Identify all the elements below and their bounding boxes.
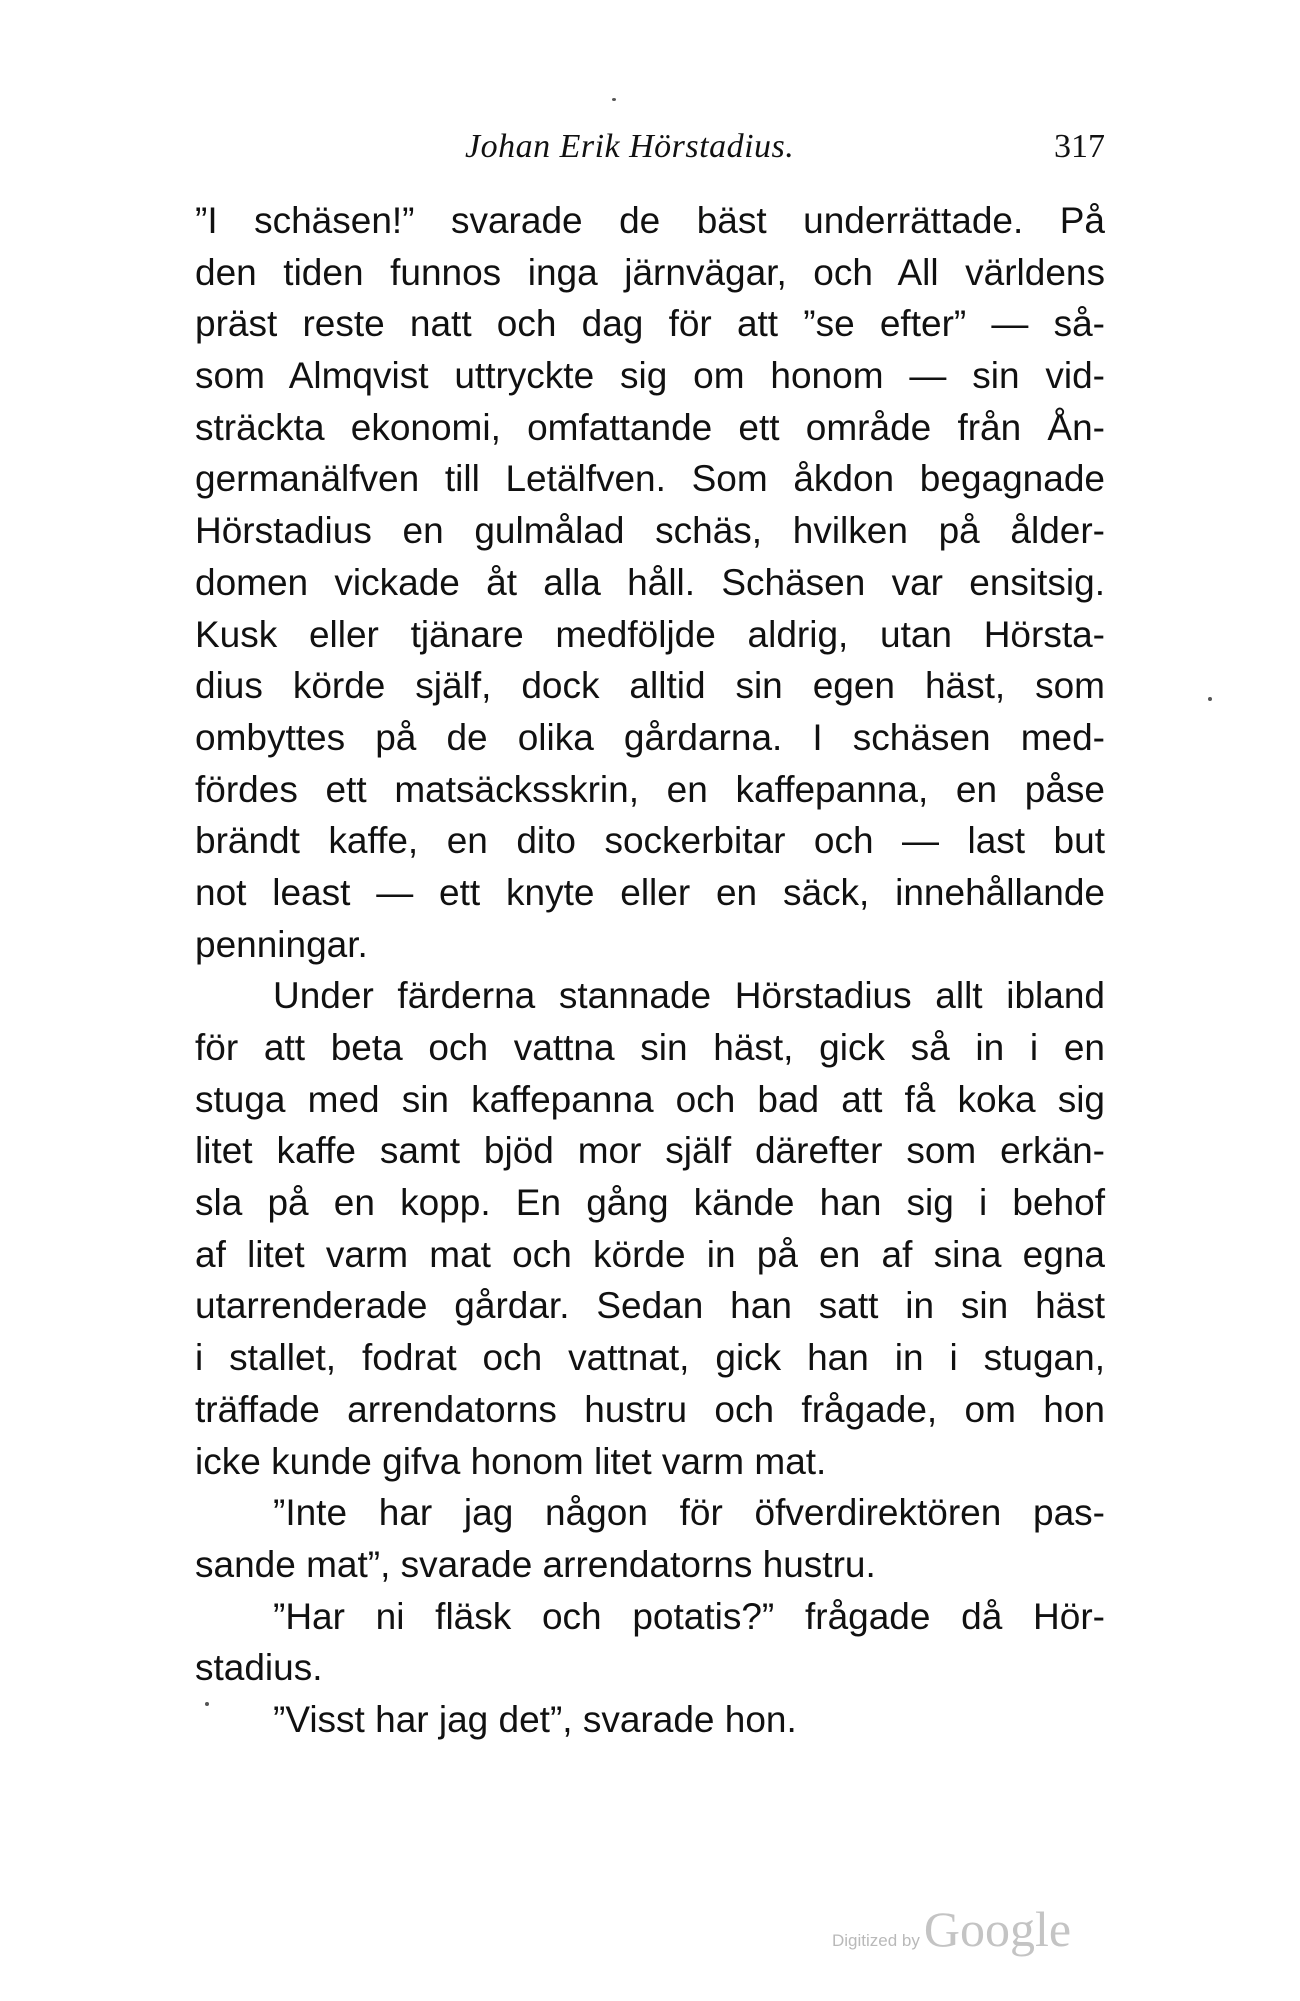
text-line: germanälfven till Letälfven. Som åkdon begagnade bbox=[195, 458, 1105, 500]
text-line: ”Inte har jag någon för öfverdirektören pas- bbox=[273, 1492, 1105, 1534]
text-line: stuga med sin kaffepanna och bad att få koka sig bbox=[195, 1078, 1105, 1120]
text-line: sla på en kopp. En gång kände han sig i behof bbox=[195, 1182, 1105, 1224]
text-line: Under färderna stannade Hörstadius allt ibland bbox=[273, 975, 1105, 1017]
text-line: präst reste natt och dag för att ”se efter” — så- bbox=[195, 303, 1105, 345]
scan-speck bbox=[612, 98, 616, 101]
text-line: i stallet, fodrat och vattnat, gick han in i stugan, bbox=[195, 1337, 1105, 1379]
text-line: not least — ett knyte eller en säck, innehållande bbox=[195, 871, 1105, 913]
text-line: ombyttes på de olika gårdarna. I schäsen med- bbox=[195, 716, 1105, 758]
text-line: som Almqvist uttryckte sig om honom — sin vid- bbox=[195, 355, 1105, 397]
text-line: brändt kaffe, en dito sockerbitar och — last but bbox=[195, 820, 1105, 862]
text-line: stadius. bbox=[195, 1647, 323, 1689]
running-title: Johan Erik Hörstadius. bbox=[465, 128, 795, 165]
text-line: Hörstadius en gulmålad schäs, hvilken på ålder- bbox=[195, 510, 1105, 552]
text-line: ”I schäsen!” svarade de bäst underrättade. På bbox=[195, 200, 1105, 241]
text-line: penningar. bbox=[195, 923, 368, 965]
page-number: 317 bbox=[1054, 128, 1105, 165]
text-line: ”Visst har jag det”, svarade hon. bbox=[273, 1698, 797, 1740]
text-line: ”Har ni fläsk och potatis?” frågade då Hör- bbox=[273, 1595, 1105, 1637]
text-line: Kusk eller tjänare medföljde aldrig, utan Hörsta- bbox=[195, 613, 1105, 655]
google-logo: Google bbox=[923, 1901, 1072, 1957]
text-line: litet kaffe samt bjöd mor själf därefter som erkän- bbox=[195, 1130, 1105, 1172]
page-header bbox=[195, 128, 1105, 178]
text-line: af litet varm mat och körde in på en af sina egna bbox=[195, 1233, 1105, 1275]
text-line: domen vickade åt alla håll. Schäsen var ensitsig. bbox=[195, 561, 1105, 603]
text-line: sträckta ekonomi, omfattande ett område från Ån- bbox=[195, 406, 1105, 448]
text-line: fördes ett matsäcksskrin, en kaffepanna, en påse bbox=[195, 768, 1105, 810]
text-line: träffade arrendatorns hustru och frågade, om hon bbox=[195, 1388, 1105, 1430]
scan-speck bbox=[205, 1702, 209, 1706]
scan-speck bbox=[1208, 697, 1212, 701]
body-text bbox=[195, 195, 1105, 1746]
text-line: utarrenderade gårdar. Sedan han satt in sin häst bbox=[195, 1285, 1105, 1327]
text-line: den tiden funnos inga järnvägar, och All världens bbox=[195, 251, 1105, 293]
watermark-prefix: Digitized by bbox=[832, 1931, 920, 1950]
text-line: för att beta och vattna sin häst, gick så in i en bbox=[195, 1027, 1105, 1068]
text-line: icke kunde gifva honom litet varm mat. bbox=[195, 1440, 827, 1482]
text-line: dius körde själf, dock alltid sin egen häst, som bbox=[195, 665, 1105, 707]
text-line: sande mat”, svarade arrendatorns hustru. bbox=[195, 1543, 876, 1585]
digitized-watermark bbox=[832, 1900, 1071, 1958]
